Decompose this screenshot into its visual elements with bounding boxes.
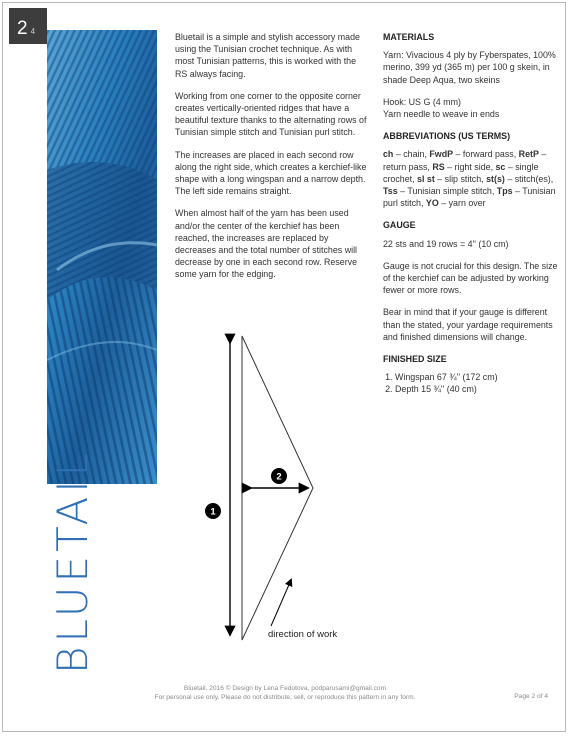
finished-size-item: 1. Wingspan 67 ¾'' (172 cm) — [395, 371, 559, 383]
abbr-term: sc — [495, 161, 506, 172]
abbr-term: Tss — [383, 186, 398, 197]
brand-title-vertical — [48, 449, 122, 678]
marker-2-label: 2 — [276, 471, 282, 483]
footer-copyright: Bluetail, 2016 © Design by Lena Fedotova, podparusami@gmail.com — [183, 685, 387, 692]
marker-1-label: 1 — [210, 506, 216, 518]
intro-paragraph-1: Bluetail is a simple and stylish accessory made using the Tunisian crochet technique. As with most Tunisian patterns, this is worked with the RS always facing. — [175, 32, 360, 79]
direction-of-work-label: direction of work — [268, 629, 338, 640]
gauge-heading: GAUGE — [383, 220, 416, 231]
footer-page-number: Page 2 of 4 — [514, 693, 548, 700]
intro-paragraph-2: Working from one corner to the opposite corner creates vertically-oriented ridges that have a beautiful texture thanks to the alternating rows of Tunisian simple stitch and Tunisian purl stitch. — [175, 90, 367, 138]
intro-paragraph-3: The increases are placed in each second row along the right side, which creates a kerchief-like shape with a long wingspan and a narrow depth. The left side remains straight. — [175, 149, 367, 197]
abbr-def: – forward pass, — [453, 149, 519, 160]
abbr-def: – stitch(es), — [504, 173, 554, 184]
gauge-note-1: Gauge is not crucial for this design. The size of the kerchief can be adjusted by working fewer or more rows. — [383, 260, 558, 296]
intro-column — [175, 31, 370, 291]
current-page: 2 — [17, 18, 28, 39]
materials-needle: Yarn needle to weave in ends — [383, 109, 500, 120]
abbr-term: sl st — [417, 173, 435, 184]
abbr-term: Tps — [496, 186, 513, 197]
abbr-term: FwdP — [429, 149, 454, 160]
abbr-def: – chain, — [393, 149, 430, 160]
abbr-term: RS — [432, 161, 445, 172]
materials-hook: Hook: US G (4 mm) — [383, 96, 461, 107]
footer-usage-note: For personal use only. Please do not distribute, sell, or reproduce this pattern in any form. — [154, 694, 416, 701]
finished-size-heading: FINISHED SIZE — [383, 354, 447, 365]
abbr-def: – yarn over — [438, 198, 486, 209]
gauge-value: 22 sts and 19 rows = 4'' (10 cm) — [383, 238, 509, 249]
finished-size-list — [383, 371, 559, 395]
abbr-def: – return pass, — [383, 149, 547, 172]
direction-arrow — [271, 580, 291, 626]
intro-paragraph-4: When almost half of the yarn has been used and/or the center of the kerchief has been reached, the increases are replaced by decreases and the total number of stitches will decrease by one in each second row. Reserve some yarn for the edging. — [175, 208, 358, 280]
abbr-term: RetP — [518, 149, 539, 160]
details-column — [383, 31, 559, 396]
abbr-term: st(s) — [486, 173, 505, 184]
finished-size-item: 2. Depth 15 ¾'' (40 cm) — [395, 383, 559, 395]
brand-title-text: BLUETAIL — [48, 449, 97, 674]
total-pages: 4 — [30, 27, 36, 36]
abbr-def: – right side, — [444, 161, 496, 172]
materials-yarn: Yarn: Vivacious 4 ply by Fyberspates, 100% merino, 399 yd (365 m) per 100 g skein, in shade Deep Aqua, two skeins — [383, 50, 556, 85]
abbr-term: YO — [425, 198, 439, 209]
abbr-term: ch — [383, 149, 394, 160]
abbr-def: – Tunisian purl stitch, — [383, 186, 556, 209]
page-number-badge — [9, 8, 47, 44]
abbr-def: – Tunisian simple stitch, — [397, 186, 497, 197]
abbreviations-list — [383, 148, 559, 209]
footer — [0, 684, 570, 702]
abbreviations-heading: ABBREVIATIONS (US TERMS) — [383, 131, 511, 142]
kerchief-schematic-diagram — [195, 328, 355, 648]
abbr-def: – slip stitch, — [434, 173, 487, 184]
gauge-note-2: Bear in mind that if your gauge is different than the stated, your yardage requirements and finished dimensions will change. — [383, 307, 553, 342]
abbr-def: – single crochet, — [383, 161, 539, 184]
knitted-fabric-photo — [47, 30, 157, 484]
materials-heading: MATERIALS — [383, 32, 435, 42]
